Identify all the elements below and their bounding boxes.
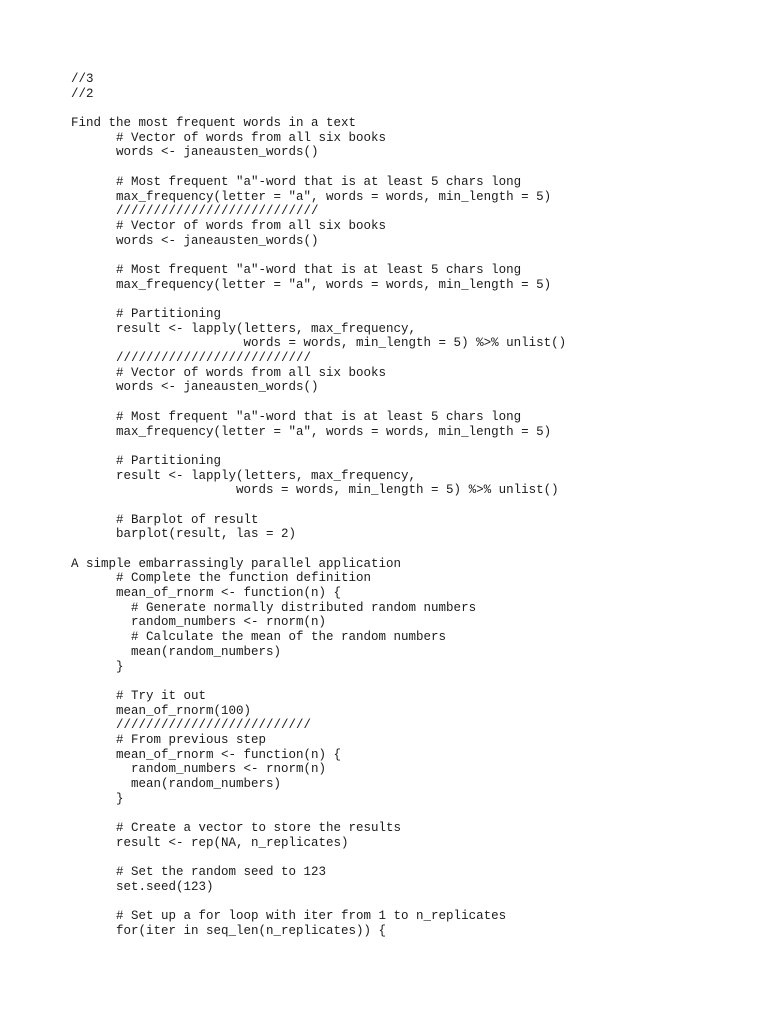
code-line: result <- rep(NA, n_replicates) <box>71 835 349 850</box>
code-line: # Set the random seed to 123 <box>71 865 327 880</box>
code-line: words = words, min_length = 5) %>% unlist() <box>71 483 559 498</box>
code-line: # Generate normally distributed random numbers <box>71 600 477 615</box>
code-line: # Barplot of result <box>71 512 259 527</box>
code-line: set.seed(123) <box>71 879 214 894</box>
code-line: max_frequency(letter = "a", words = words, min_length = 5) <box>71 424 552 439</box>
code-line: random_numbers <- rnorm(n) <box>71 762 327 777</box>
code-line <box>71 895 751 910</box>
text-line: //3 <box>71 72 94 86</box>
code-line: words = words, min_length = 5) %>% unlist() <box>71 336 567 351</box>
code-line <box>71 248 751 263</box>
section-heading: Find the most frequent words in a text <box>71 116 357 131</box>
code-line <box>71 395 751 410</box>
code-line: result <- lapply(letters, max_frequency, <box>71 321 417 336</box>
code-line: # From previous step <box>71 732 267 747</box>
code-line: # Try it out <box>71 688 207 703</box>
code-line: # Vector of words from all six books <box>71 218 387 233</box>
code-line <box>71 498 751 513</box>
code-line: words <- janeausten_words() <box>71 233 319 248</box>
code-line: # Vector of words from all six books <box>71 365 387 380</box>
section-heading: A simple embarrassingly parallel application <box>71 556 402 571</box>
code-line: mean_of_rnorm <- function(n) { <box>71 747 342 762</box>
code-line: # Partitioning <box>71 453 222 468</box>
code-line <box>71 806 751 821</box>
code-line: # Set up a for loop with iter from 1 to n_replicates <box>71 909 507 924</box>
code-line <box>71 850 751 865</box>
code-line: result <- lapply(letters, max_frequency, <box>71 468 417 483</box>
code-line: max_frequency(letter = "a", words = words, min_length = 5) <box>71 189 552 204</box>
separator-line: /////////////////////////// <box>71 204 319 219</box>
code-line: # Most frequent "a"-word that is at least 5 chars long <box>71 262 522 277</box>
code-line: mean(random_numbers) <box>71 644 282 659</box>
document-page <box>71 72 751 939</box>
code-line: # Complete the function definition <box>71 571 372 586</box>
code-line: random_numbers <- rnorm(n) <box>71 615 327 630</box>
code-line: # Create a vector to store the results <box>71 821 402 836</box>
separator-line: ////////////////////////// <box>71 718 312 733</box>
code-line: words <- janeausten_words() <box>71 380 319 395</box>
code-line: } <box>71 659 124 674</box>
code-line: mean_of_rnorm(100) <box>71 703 252 718</box>
code-line: max_frequency(letter = "a", words = words, min_length = 5) <box>71 277 552 292</box>
code-line: mean(random_numbers) <box>71 777 282 791</box>
code-line: mean_of_rnorm <- function(n) { <box>71 586 342 601</box>
code-line: # Partitioning <box>71 307 222 321</box>
code-line: # Most frequent "a"-word that is at least 5 chars long <box>71 174 522 189</box>
code-line: # Most frequent "a"-word that is at least 5 chars long <box>71 409 522 424</box>
code-line: barplot(result, las = 2) <box>71 527 297 542</box>
code-line <box>71 542 751 557</box>
text-line: //2 <box>71 86 94 101</box>
code-line <box>71 439 751 454</box>
code-line <box>71 292 751 307</box>
separator-line: ////////////////////////// <box>71 351 312 366</box>
text-line <box>71 101 751 116</box>
code-line: } <box>71 791 124 806</box>
code-line: words <- janeausten_words() <box>71 145 319 160</box>
code-line <box>71 674 751 689</box>
code-line: for(iter in seq_len(n_replicates)) { <box>71 923 387 938</box>
code-line: # Calculate the mean of the random numbers <box>71 630 447 645</box>
code-line: # Vector of words from all six books <box>71 130 387 145</box>
code-line <box>71 160 751 175</box>
